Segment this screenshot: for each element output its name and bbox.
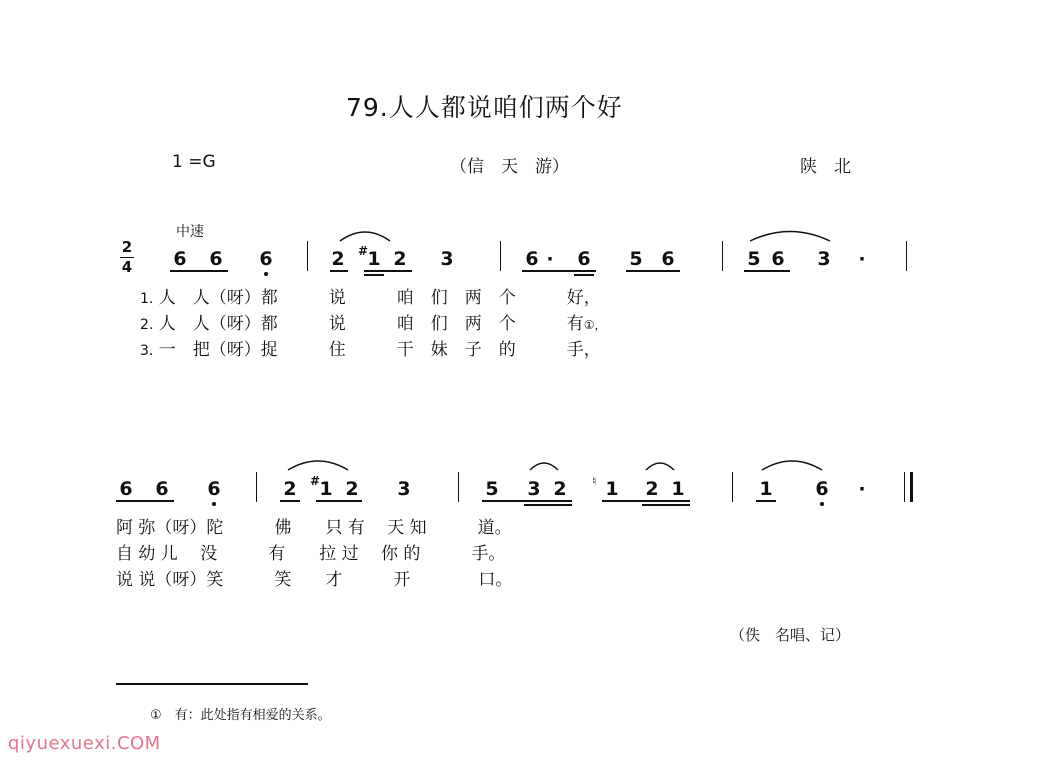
beam-line bbox=[756, 500, 776, 502]
beam-line bbox=[330, 270, 348, 272]
beam-line bbox=[364, 274, 384, 276]
note: 3 bbox=[527, 478, 541, 500]
sharp-sign: # bbox=[358, 244, 369, 258]
note: 6 bbox=[815, 478, 829, 500]
verse-number: 2. bbox=[140, 317, 154, 333]
note: 6 bbox=[771, 248, 785, 270]
note: 2 bbox=[283, 478, 297, 500]
note: 6 bbox=[525, 248, 539, 270]
lyric-text: 人 人（呀）都 说 咱 们 两 个 有 bbox=[158, 314, 584, 334]
lyric-text: 一 把（呀）捉 住 干 妹 子 的 手， bbox=[158, 340, 601, 360]
lower-octave-dot bbox=[820, 502, 824, 506]
note: 1 bbox=[319, 478, 333, 500]
lower-octave-dot bbox=[264, 272, 268, 276]
watermark: qiyuexuexi.COM bbox=[8, 733, 161, 754]
natural-sign: ♮ bbox=[592, 474, 597, 488]
key-signature: 1 =G bbox=[172, 152, 216, 172]
slur bbox=[646, 463, 674, 470]
song-title: 79.人人都说咱们两个好 bbox=[346, 93, 623, 122]
lyric-verse-3-line2: 说 说（呀）笑 笑 才 开 口。 bbox=[116, 570, 513, 590]
note: 2 bbox=[553, 478, 567, 500]
tempo-marking: 中速 bbox=[176, 224, 204, 240]
bar-line bbox=[307, 241, 308, 271]
note: 6 bbox=[661, 248, 675, 270]
note: 2 bbox=[331, 248, 345, 270]
note: 1 bbox=[759, 478, 773, 500]
bar-line bbox=[732, 472, 733, 502]
song-region: 陕 北 bbox=[800, 157, 851, 177]
beam-line bbox=[170, 270, 228, 272]
lyric-text: 人 人（呀）都 说 咱 们 两 个 好， bbox=[158, 288, 601, 308]
footnote-rule bbox=[116, 683, 308, 685]
bar-line bbox=[722, 241, 723, 271]
beam-line bbox=[574, 274, 594, 276]
beam-line bbox=[522, 270, 596, 272]
beam-line bbox=[744, 270, 790, 272]
beam-line bbox=[482, 500, 572, 502]
note: · bbox=[546, 248, 554, 270]
bar-line bbox=[256, 472, 257, 502]
beam-line bbox=[280, 500, 300, 502]
lower-octave-dot bbox=[212, 502, 216, 506]
credit-note: （佚 名唱、记） bbox=[730, 626, 851, 644]
note: 3 bbox=[397, 478, 411, 500]
verse-number: 1. bbox=[140, 291, 154, 307]
note: 6 bbox=[119, 478, 133, 500]
note: 3 bbox=[817, 248, 831, 270]
beam-line bbox=[116, 500, 174, 502]
beam-line bbox=[602, 500, 690, 502]
beam-line bbox=[626, 270, 680, 272]
note: 1 bbox=[671, 478, 685, 500]
lyric-verse-3 bbox=[140, 340, 601, 361]
slur bbox=[288, 461, 348, 470]
note: · bbox=[858, 478, 866, 500]
bar-line bbox=[500, 241, 501, 271]
slur bbox=[750, 232, 830, 242]
lyric-verse-1 bbox=[140, 288, 601, 309]
bar-line bbox=[906, 241, 907, 271]
sharp-sign: # bbox=[310, 474, 321, 488]
lyric-verse-1-line2: 阿 弥（呀）陀 佛 只 有 天 知 道。 bbox=[116, 518, 512, 538]
lyric-verse-2-line2: 自 幼 儿 没 有 拉 过 你 的 手。 bbox=[116, 544, 506, 564]
final-bar-thin bbox=[904, 472, 905, 502]
time-signature-top: 2 bbox=[121, 238, 133, 256]
time-signature-bottom: 4 bbox=[121, 258, 133, 276]
song-subtitle: （信 天 游） bbox=[450, 157, 569, 177]
lyric-verse-2 bbox=[140, 314, 607, 335]
note: 6 bbox=[577, 248, 591, 270]
note: 2 bbox=[345, 478, 359, 500]
note: 6 bbox=[259, 248, 273, 270]
beam-line bbox=[364, 270, 412, 272]
final-bar-thick bbox=[910, 472, 913, 502]
note: 3 bbox=[440, 248, 454, 270]
note: · bbox=[858, 248, 866, 270]
note: 2 bbox=[645, 478, 659, 500]
slur bbox=[530, 463, 558, 470]
slur bbox=[762, 461, 822, 470]
footnote: ① 有：此处指有相爱的关系。 bbox=[150, 708, 331, 723]
note: 6 bbox=[173, 248, 187, 270]
footnote-marker: ①， bbox=[583, 318, 607, 332]
beam-line bbox=[642, 504, 690, 506]
note: 6 bbox=[207, 478, 221, 500]
note: 2 bbox=[393, 248, 407, 270]
note: 6 bbox=[209, 248, 223, 270]
note: 6 bbox=[155, 478, 169, 500]
note: 1 bbox=[605, 478, 619, 500]
note: 5 bbox=[485, 478, 499, 500]
slur bbox=[340, 232, 390, 241]
note: 5 bbox=[629, 248, 643, 270]
note: 1 bbox=[367, 248, 381, 270]
beam-line bbox=[316, 500, 362, 502]
beam-line bbox=[524, 504, 572, 506]
bar-line bbox=[458, 472, 459, 502]
verse-number: 3. bbox=[140, 343, 154, 359]
note: 5 bbox=[747, 248, 761, 270]
